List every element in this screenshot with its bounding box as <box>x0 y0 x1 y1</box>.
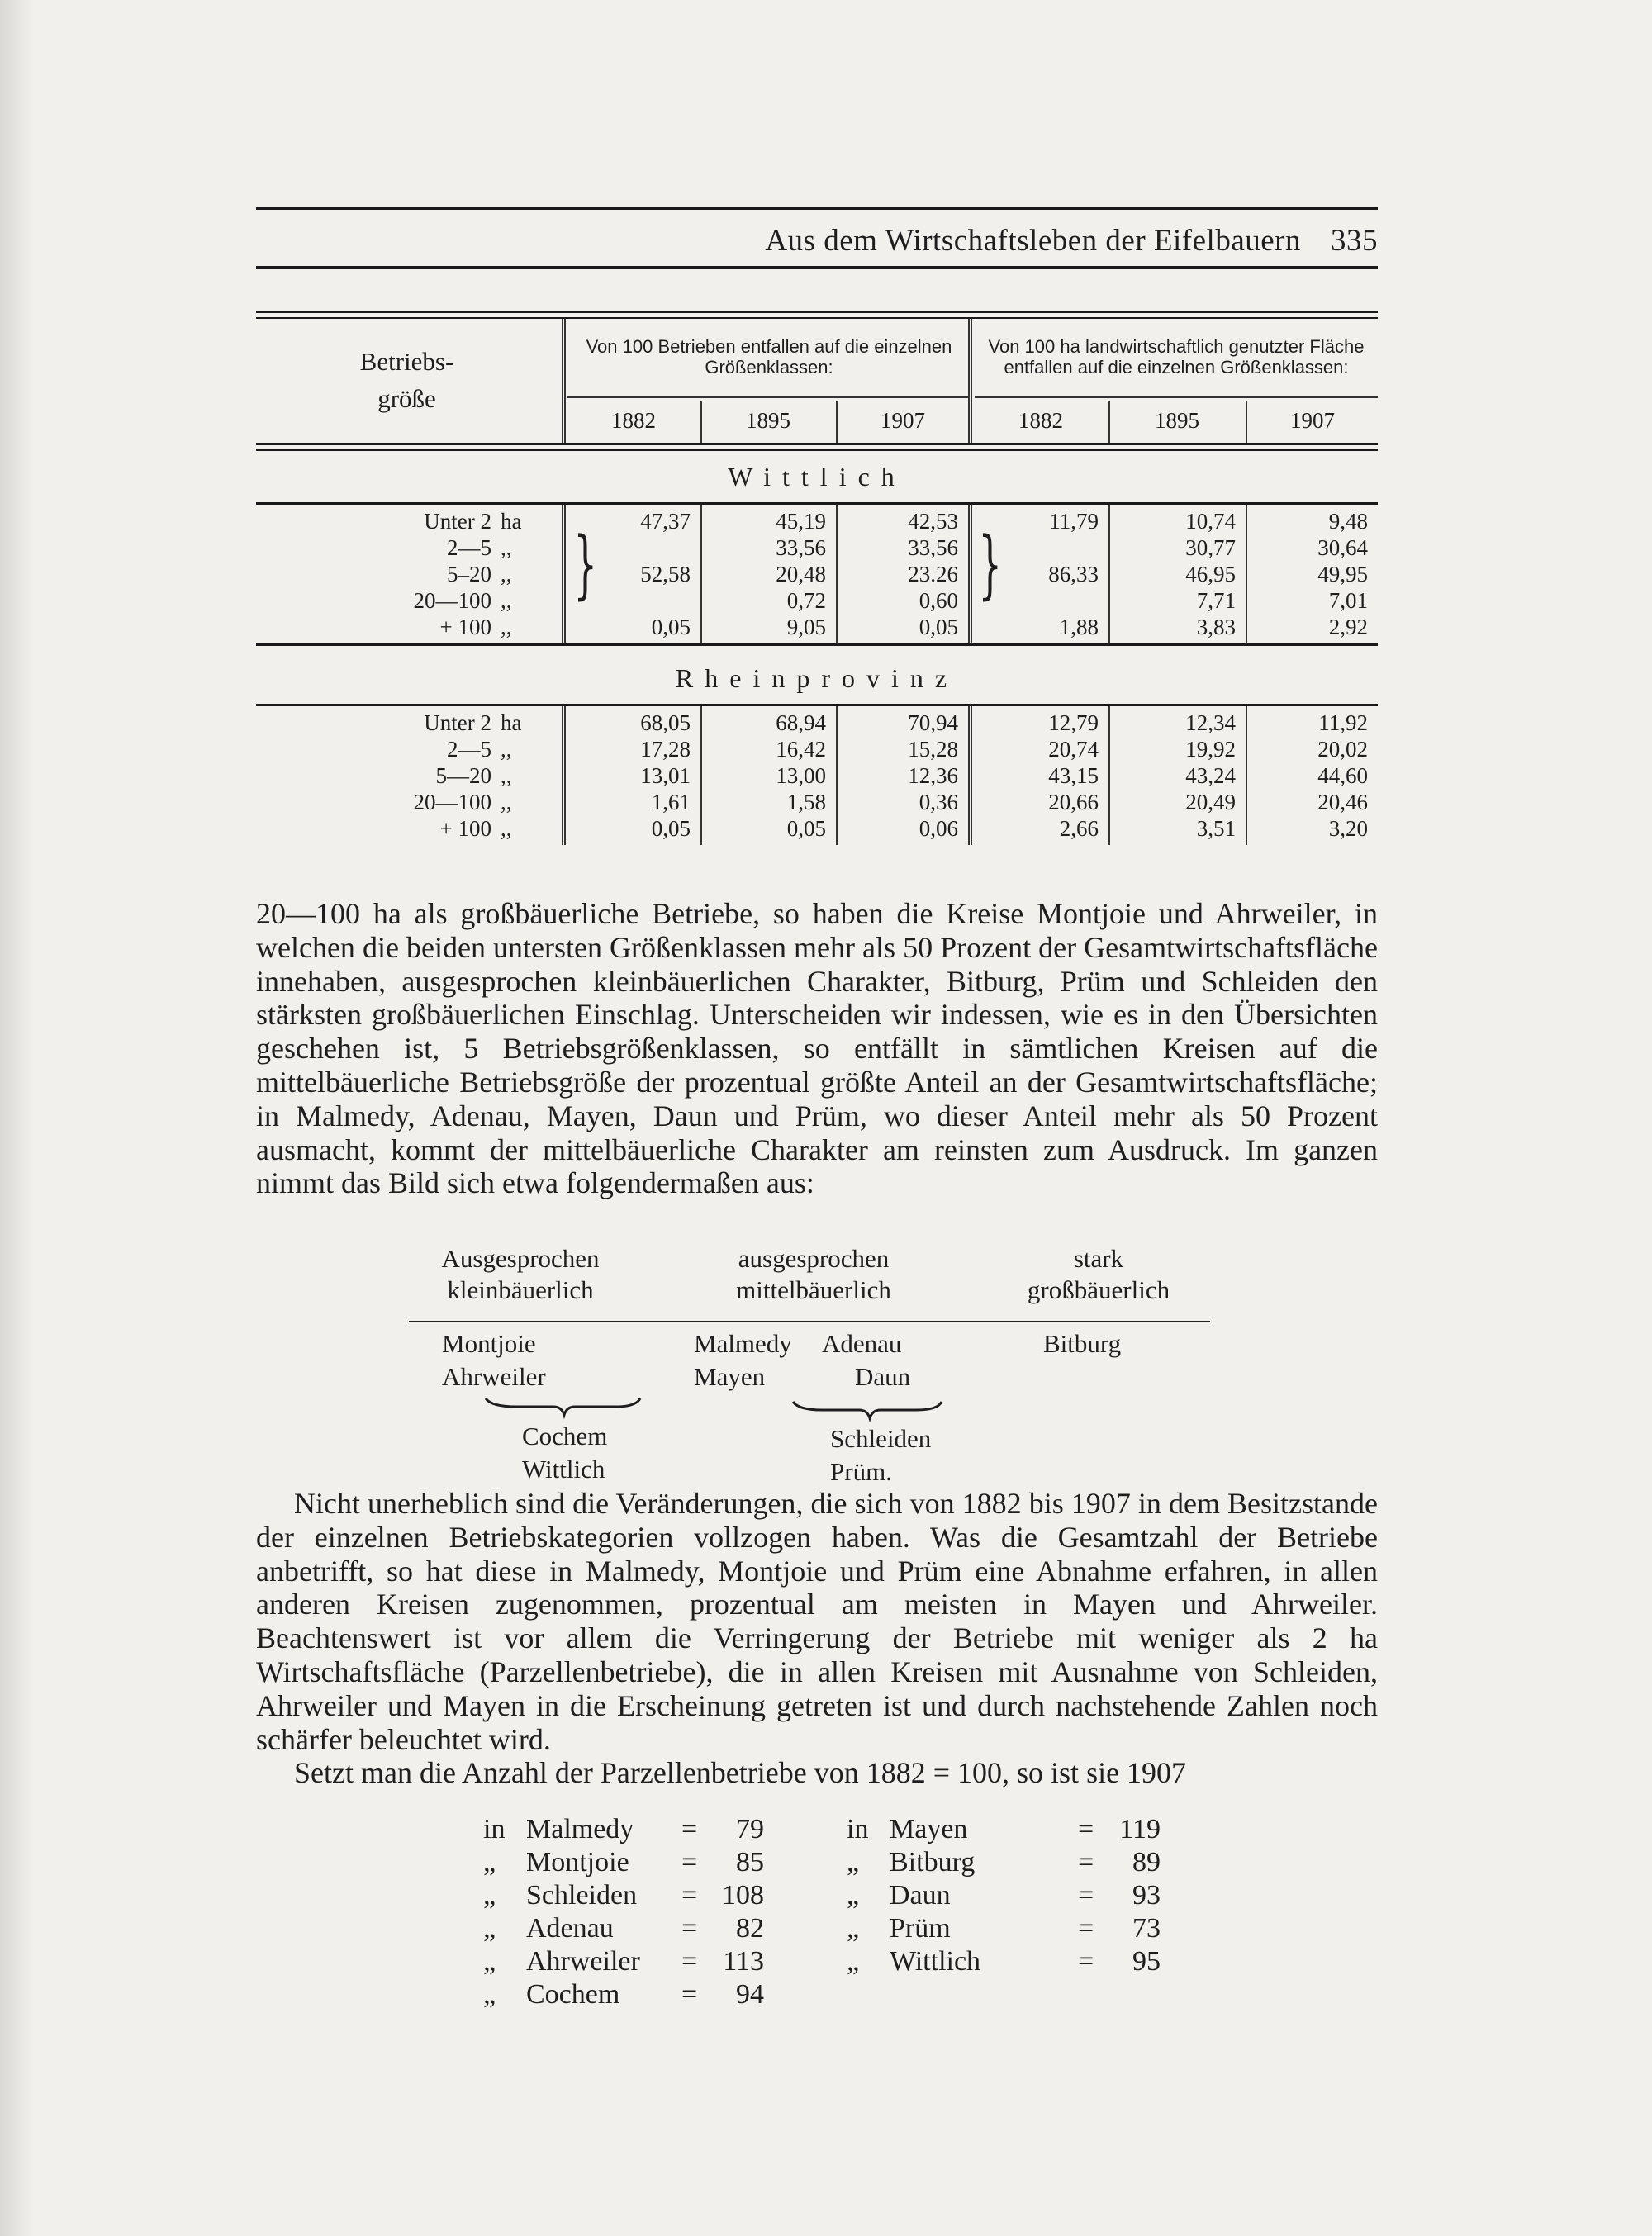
table-cell: 20,49 <box>1185 790 1236 814</box>
table-cell: 0,05 <box>651 615 691 639</box>
classification-schema <box>409 1243 1210 1486</box>
index-value: 73 <box>1132 1913 1161 1944</box>
table-cell: 0,05 <box>786 816 826 841</box>
table-cell: 52,58 <box>640 562 691 586</box>
table-cell: 9,05 <box>786 615 826 639</box>
table-row <box>256 710 1378 736</box>
schema-kreis: Adenau <box>822 1329 902 1358</box>
page-number: 335 <box>1331 224 1378 258</box>
size-class-unit: ,, <box>501 588 512 613</box>
table-row <box>256 508 1378 534</box>
table-cell: 12,34 <box>1185 710 1236 735</box>
brace-klein-mittel <box>486 1398 640 1415</box>
table-row <box>256 587 1378 614</box>
table-cell: 0,05 <box>651 816 691 841</box>
table-cell: 20,66 <box>1048 790 1099 814</box>
index-prefix: „ <box>847 1847 860 1878</box>
size-class-unit: ,, <box>501 615 512 639</box>
table-cell: 12,36 <box>908 763 958 788</box>
section-body-rheinprovinz <box>256 706 1378 845</box>
table-cell: 0,06 <box>919 816 958 841</box>
table-cell: 70,94 <box>908 710 958 735</box>
schema-kreis: Malmedy <box>694 1329 792 1358</box>
schema-header-line: ausgesprochen <box>738 1244 890 1273</box>
section-body-wittlich <box>256 505 1378 643</box>
index-value: 94 <box>736 1979 764 2010</box>
table-cell: 68,05 <box>640 710 691 735</box>
index-value: 82 <box>736 1913 764 1944</box>
table-cell: 0,72 <box>786 588 826 613</box>
year-header: 1907 <box>1290 408 1335 433</box>
equals-sign: = <box>1078 1946 1094 1977</box>
paragraph-1-text: 20—100 ha als großbäuerliche Betriebe, so haben die Kreise Montjoie und Ahrweiler, in welchen die beiden untersten Größenklassen mehr als 50 Prozent der Gesamtwirtschaftsfläche innehaben, ausgesprochen kleinbäuerlichen Charakter, Bitburg, Prüm und Schleiden den stärksten großbäuerlichen Einschlag. Unterscheiden wir indessen, wie es in den Übersichten geschehen ist, 5 Betriebsgrößenklassen, so entfällt in sämtlichen Kreisen auf die mittelbäuerliche Betriebsgröße der prozentual größte Anteil an der Gesamtwirtschaftsfläche; in Malmedy, Adenau, Mayen, Daun und Prüm, wo dieser Anteil mehr als 50 Prozent ausmacht, kommt der mittelbäuerliche Charakter am reinsten zum Ausdruck. Im ganzen nimmt das Bild sich etwa folgendermaßen aus: <box>256 897 1378 1200</box>
table-cell: 7,01 <box>1328 588 1368 613</box>
paragraph-1 <box>256 897 1378 1200</box>
brace-mittel-gross <box>793 1402 942 1418</box>
index-kreis-name: Mayen <box>890 1814 968 1844</box>
year-header: 1895 <box>1155 408 1199 433</box>
index-row <box>847 1912 1161 1945</box>
size-class-unit: ,, <box>501 562 512 586</box>
table-cell: 3,20 <box>1328 816 1368 841</box>
section-rule <box>256 643 1378 646</box>
index-row <box>483 1846 781 1879</box>
table-cell: 43,15 <box>1048 763 1099 788</box>
size-class-label: + 100 <box>439 615 491 639</box>
size-class-unit: ,, <box>501 737 512 762</box>
table-cell: 19,92 <box>1185 737 1236 762</box>
table-cell: 11,79 <box>1049 509 1099 534</box>
table-cell: 3,51 <box>1196 816 1236 841</box>
schema-kreis: Schleiden <box>830 1424 932 1453</box>
table-row <box>256 561 1378 587</box>
size-class-label: 5—20 <box>435 763 491 788</box>
schema-kreis: Prüm. <box>830 1457 892 1486</box>
equals-sign: = <box>681 1880 698 1911</box>
paragraph-2 <box>256 1487 1378 1790</box>
table-cell: 47,37 <box>640 509 691 534</box>
table-cell: 33,56 <box>908 535 958 560</box>
index-row <box>483 1978 781 2011</box>
schema-header-line: mittelbäuerlich <box>736 1275 891 1304</box>
schema-kreis: Bitburg <box>1043 1329 1122 1358</box>
table-cell: 13,00 <box>776 763 826 788</box>
running-title: Aus dem Wirtschaftsleben der Eifelbauern <box>765 224 1301 258</box>
table-cell: 46,95 <box>1185 562 1236 586</box>
paragraph-3-text: Setzt man die Anzahl der Parzellenbetriebe von 1882 = 100, so ist sie 1907 <box>294 1756 1187 1790</box>
schema-kreis: Mayen <box>694 1362 766 1391</box>
size-class-unit: ,, <box>501 790 512 814</box>
table-cell: 2,66 <box>1059 816 1099 841</box>
table-cell: 20,46 <box>1317 790 1368 814</box>
equals-sign: = <box>1078 1880 1094 1911</box>
table-cell: 20,02 <box>1317 737 1368 762</box>
index-row <box>483 1813 781 1846</box>
table-cell: 7,71 <box>1196 588 1236 613</box>
table-cell: 16,42 <box>776 737 826 762</box>
size-class-label: 5–20 <box>447 562 491 586</box>
schema-header-line: großbäuerlich <box>1027 1275 1170 1304</box>
size-class-label: 2—5 <box>447 737 491 762</box>
index-kreis-name: Montjoie <box>526 1847 629 1878</box>
index-prefix: „ <box>847 1946 860 1977</box>
section-title-rheinprovinz: Rheinprovinz <box>675 663 959 693</box>
size-class-label: 20—100 <box>413 588 491 613</box>
brace-icon: } <box>978 521 1002 608</box>
index-kreis-name: Malmedy <box>526 1814 634 1844</box>
table-cell: 1,58 <box>786 790 826 814</box>
index-prefix: in <box>483 1814 506 1844</box>
table-cell: 12,79 <box>1048 710 1099 735</box>
index-prefix: „ <box>847 1913 860 1944</box>
index-value: 93 <box>1132 1880 1161 1911</box>
equals-sign: = <box>681 1847 698 1878</box>
table-cell: 0,36 <box>919 790 958 814</box>
index-kreis-name: Daun <box>890 1880 951 1911</box>
schema-kreis: Cochem <box>522 1422 608 1450</box>
table-row <box>256 736 1378 762</box>
running-head <box>256 223 1378 259</box>
table-cell: 33,56 <box>776 535 826 560</box>
equals-sign: = <box>1078 1847 1094 1878</box>
index-prefix: „ <box>483 1847 496 1878</box>
index-kreis-name: Wittlich <box>890 1946 981 1977</box>
group-header-flaeche: Von 100 ha landwirtschaftlich genutzter Fläche entfallen auf die einzelnen Größenklassen: <box>988 335 1365 377</box>
statistics-table <box>256 311 1378 845</box>
table-row <box>256 789 1378 815</box>
table-cell: 43,24 <box>1185 763 1236 788</box>
index-kreis-name: Cochem <box>526 1979 620 2010</box>
index-row <box>847 1879 1161 1912</box>
index-kreis-name: Schleiden <box>526 1880 638 1911</box>
index-kreis-name: Bitburg <box>890 1847 976 1878</box>
year-header: 1895 <box>746 408 790 433</box>
table-cell: 2,92 <box>1328 615 1368 639</box>
equals-sign: = <box>681 1913 698 1944</box>
table-cell: 20,74 <box>1048 737 1099 762</box>
index-value: 79 <box>736 1814 764 1844</box>
index-prefix: „ <box>483 1946 496 1977</box>
table-cell: 0,60 <box>919 588 958 613</box>
schema-header-line: Ausgesprochen <box>441 1244 600 1273</box>
header-divider <box>562 319 566 443</box>
equals-sign: = <box>1078 1913 1094 1944</box>
year-header: 1907 <box>881 408 925 433</box>
index-value: 85 <box>736 1847 764 1878</box>
header-rule-bottom <box>256 266 1378 269</box>
schema-kreis: Montjoie <box>442 1329 536 1358</box>
table-cell: 30,64 <box>1317 535 1368 560</box>
table-cell: 68,94 <box>776 710 826 735</box>
section-title-wittlich: Wittlich <box>728 462 906 491</box>
index-kreis-name: Adenau <box>526 1913 614 1944</box>
table-top-rule <box>256 311 1378 319</box>
size-class-unit: ,, <box>501 816 512 841</box>
schema-kreis: Wittlich <box>522 1455 605 1484</box>
table-cell: 15,28 <box>908 737 958 762</box>
table-cell: 13,01 <box>640 763 691 788</box>
size-class-unit: ,, <box>501 535 512 560</box>
size-class-label: 2—5 <box>447 535 491 560</box>
table-cell: 1,61 <box>651 790 691 814</box>
brace-icon: } <box>573 521 597 608</box>
table-cell: 20,48 <box>776 562 826 586</box>
index-row <box>847 1813 1161 1846</box>
index-row <box>483 1912 781 1945</box>
index-row <box>483 1879 781 1912</box>
table-cell: 23.26 <box>908 562 958 586</box>
table-cell: 10,74 <box>1185 509 1236 534</box>
page-edge-shadow <box>0 0 33 2236</box>
group-rule <box>975 396 1378 398</box>
table-cell: 45,19 <box>776 509 826 534</box>
group-rule <box>567 396 968 398</box>
index-prefix: „ <box>483 1979 496 2010</box>
equals-sign: = <box>681 1814 698 1844</box>
index-kreis-name: Prüm <box>890 1913 951 1944</box>
year-header: 1882 <box>611 408 656 433</box>
table-row <box>256 614 1378 640</box>
table-row <box>256 762 1378 789</box>
index-value: 113 <box>723 1946 764 1977</box>
table-cell: 1,88 <box>1059 615 1099 639</box>
index-row <box>847 1945 1161 1978</box>
index-value: 89 <box>1132 1847 1161 1878</box>
size-class-unit: ,, <box>501 763 512 788</box>
table-cell: 0,05 <box>919 615 958 639</box>
equals-sign: = <box>1078 1814 1094 1844</box>
schema-header-line: kleinbäuerlich <box>447 1275 594 1304</box>
size-class-label: + 100 <box>439 816 491 841</box>
row-header-text: Betriebs- größe <box>359 347 454 413</box>
header-rule-top <box>256 207 1378 210</box>
header-bottom-rule <box>256 443 1378 451</box>
size-class-unit: ha <box>501 710 522 735</box>
table-cell: 3,83 <box>1196 615 1236 639</box>
schema-header-line: stark <box>1073 1244 1124 1273</box>
table-row <box>256 815 1378 842</box>
table-cell: 49,95 <box>1317 562 1368 586</box>
table-header <box>256 319 1378 443</box>
index-prefix: „ <box>847 1880 860 1911</box>
size-class-unit: ha <box>501 509 522 534</box>
index-row <box>847 1846 1161 1879</box>
group-header-betriebe: Von 100 Betrieben entfallen auf die einzelnen Größenklassen: <box>586 335 952 377</box>
year-header: 1882 <box>1018 408 1063 433</box>
header-divider <box>968 319 972 443</box>
schema-kreis: Ahrweiler <box>442 1362 546 1391</box>
schema-kreis: Daun <box>855 1362 911 1391</box>
table-cell: 86,33 <box>1048 562 1099 586</box>
index-row <box>483 1945 781 1978</box>
table-cell: 17,28 <box>640 737 691 762</box>
equals-sign: = <box>681 1979 698 2010</box>
size-class-label: Unter 2 <box>424 509 491 534</box>
index-value: 108 <box>722 1880 764 1911</box>
equals-sign: = <box>681 1946 698 1977</box>
index-value: 119 <box>1119 1814 1161 1844</box>
size-class-label: Unter 2 <box>424 710 491 735</box>
paragraph-2-text: Nicht unerheblich sind die Veränderungen, die sich von 1882 bis 1907 in dem Besitzstande der einzelnen Betriebskategorien vollzogen haben. Was die Gesamtzahl der Betriebe anbetrifft, so hat diese in Malmedy, Montjoie und Prüm eine Abnahme erfahren, in allen anderen Kreisen zugenommen, prozentual am meisten in Mayen und Ahrweiler. Beachtenswert ist vor allem die Verringerung der Betriebe mit weniger als 2 ha Wirtschaftsfläche (Parzellenbetriebe), die in allen Kreisen mit Ausnahme von Schleiden, Ahrweiler und Mayen in die Erscheinung getreten ist und durch nachstehende Zahlen noch schärfer beleuchtet wird. <box>256 1487 1378 1756</box>
index-kreis-name: Ahrweiler <box>526 1946 640 1977</box>
index-prefix: „ <box>483 1913 496 1944</box>
table-row <box>256 534 1378 561</box>
row-header-label <box>256 319 558 443</box>
table-cell: 42,53 <box>908 509 958 534</box>
table-cell: 9,48 <box>1328 509 1368 534</box>
table-cell: 11,92 <box>1318 710 1368 735</box>
size-class-label: 20—100 <box>413 790 491 814</box>
index-value: 95 <box>1132 1946 1161 1977</box>
index-prefix: „ <box>483 1880 496 1911</box>
table-cell: 44,60 <box>1317 763 1368 788</box>
index-prefix: in <box>847 1814 869 1844</box>
table-cell: 30,77 <box>1185 535 1236 560</box>
